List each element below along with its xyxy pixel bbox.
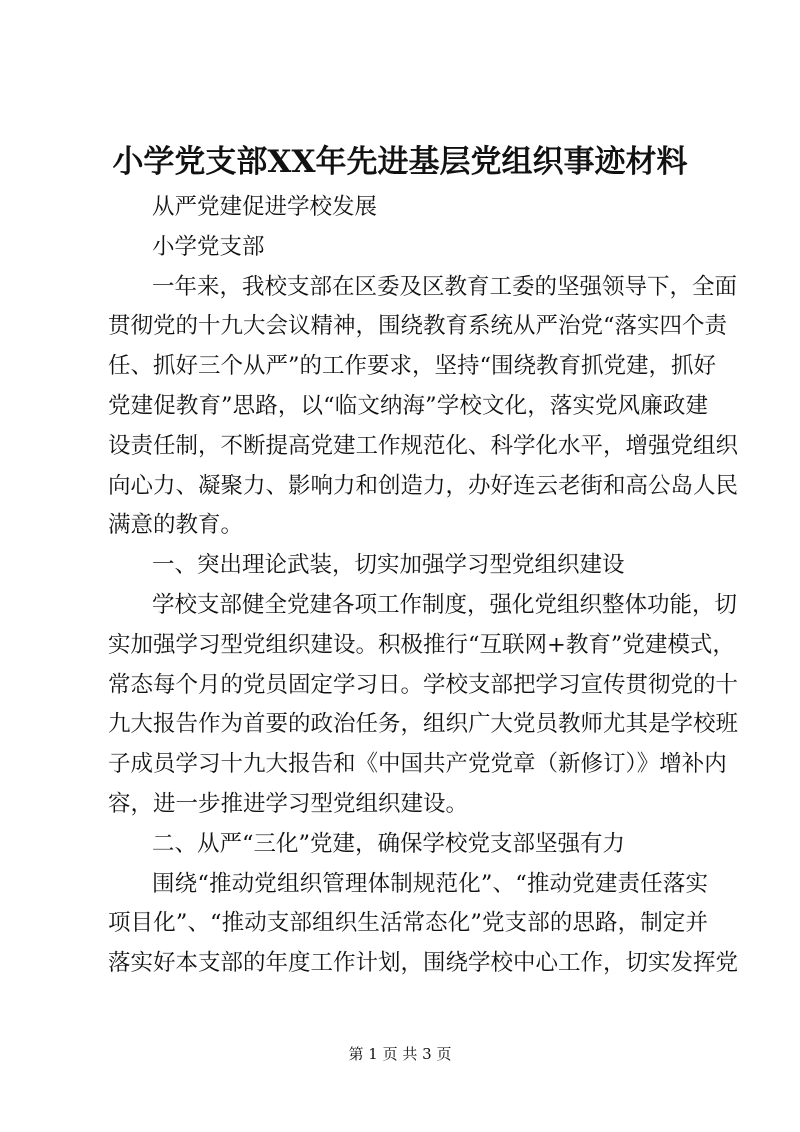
page-number-footer: 第 1 页 共 3 页: [348, 1045, 452, 1063]
paragraph-line: 九大报告作为首要的政治任务，组织广大党员教师尤其是学校班: [108, 711, 739, 738]
paragraph-line: 贯彻党的十九大会议精神，围绕教育系统从严治党“落实四个责: [108, 313, 728, 340]
paragraph-line: 常态每个月的党员固定学习日。学校支部把学习宣传贯彻党的十: [108, 671, 739, 698]
paragraph-line: 围绕“推动党组织管理体制规范化”、“推动党建责任落实: [152, 870, 708, 897]
paragraph-line: 任、抓好三个从严”的工作要求，坚持“围绕教育抓党建，抓好: [108, 353, 717, 380]
paragraph-line: 一年来，我校支部在区委及区教育工委的坚强领导下，全面: [152, 273, 738, 300]
paragraph-line: 向心力、凝聚力、影响力和创造力，办好连云老街和高公岛人民: [108, 472, 739, 499]
paragraph-line: 满意的教育。: [108, 512, 244, 539]
document-title: 小学党支部XX年先进基层党组织事迹材料: [112, 144, 688, 180]
paragraph-line: 子成员学习十九大报告和《中国共产党党章（新修订）》增补内: [108, 751, 727, 778]
subtitle-line: 从严党建促进学校发展: [152, 194, 378, 220]
author-line: 小学党支部: [152, 233, 265, 260]
paragraph-line: 项目化”、“推动支部组织生活常态化”党支部的思路，制定并: [108, 910, 708, 937]
section-heading: 二、从严“三化”党建，确保学校党支部坚强有力: [152, 830, 626, 857]
paragraph-line: 学校支部健全党建各项工作制度，强化党组织整体功能，切: [152, 591, 738, 618]
paragraph-line: 容，进一步推进学习型党组织建设。: [108, 790, 469, 817]
paragraph-line: 党建促教育”思路，以“临文纳海”学校文化，落实党风廉政建: [108, 392, 708, 419]
paragraph-line: 落实好本支部的年度工作计划，围绕学校中心工作，切实发挥党: [108, 950, 739, 977]
section-heading: 一、突出理论武装，切实加强学习型党组织建设: [152, 552, 625, 579]
paragraph-line: 实加强学习型党组织建设。积极推行“互联网+教育”党建模式，: [108, 631, 735, 658]
paragraph-line: 设责任制，不断提高党建工作规范化、科学化水平，增强党组织: [108, 432, 739, 459]
document-body: [108, 188, 739, 984]
